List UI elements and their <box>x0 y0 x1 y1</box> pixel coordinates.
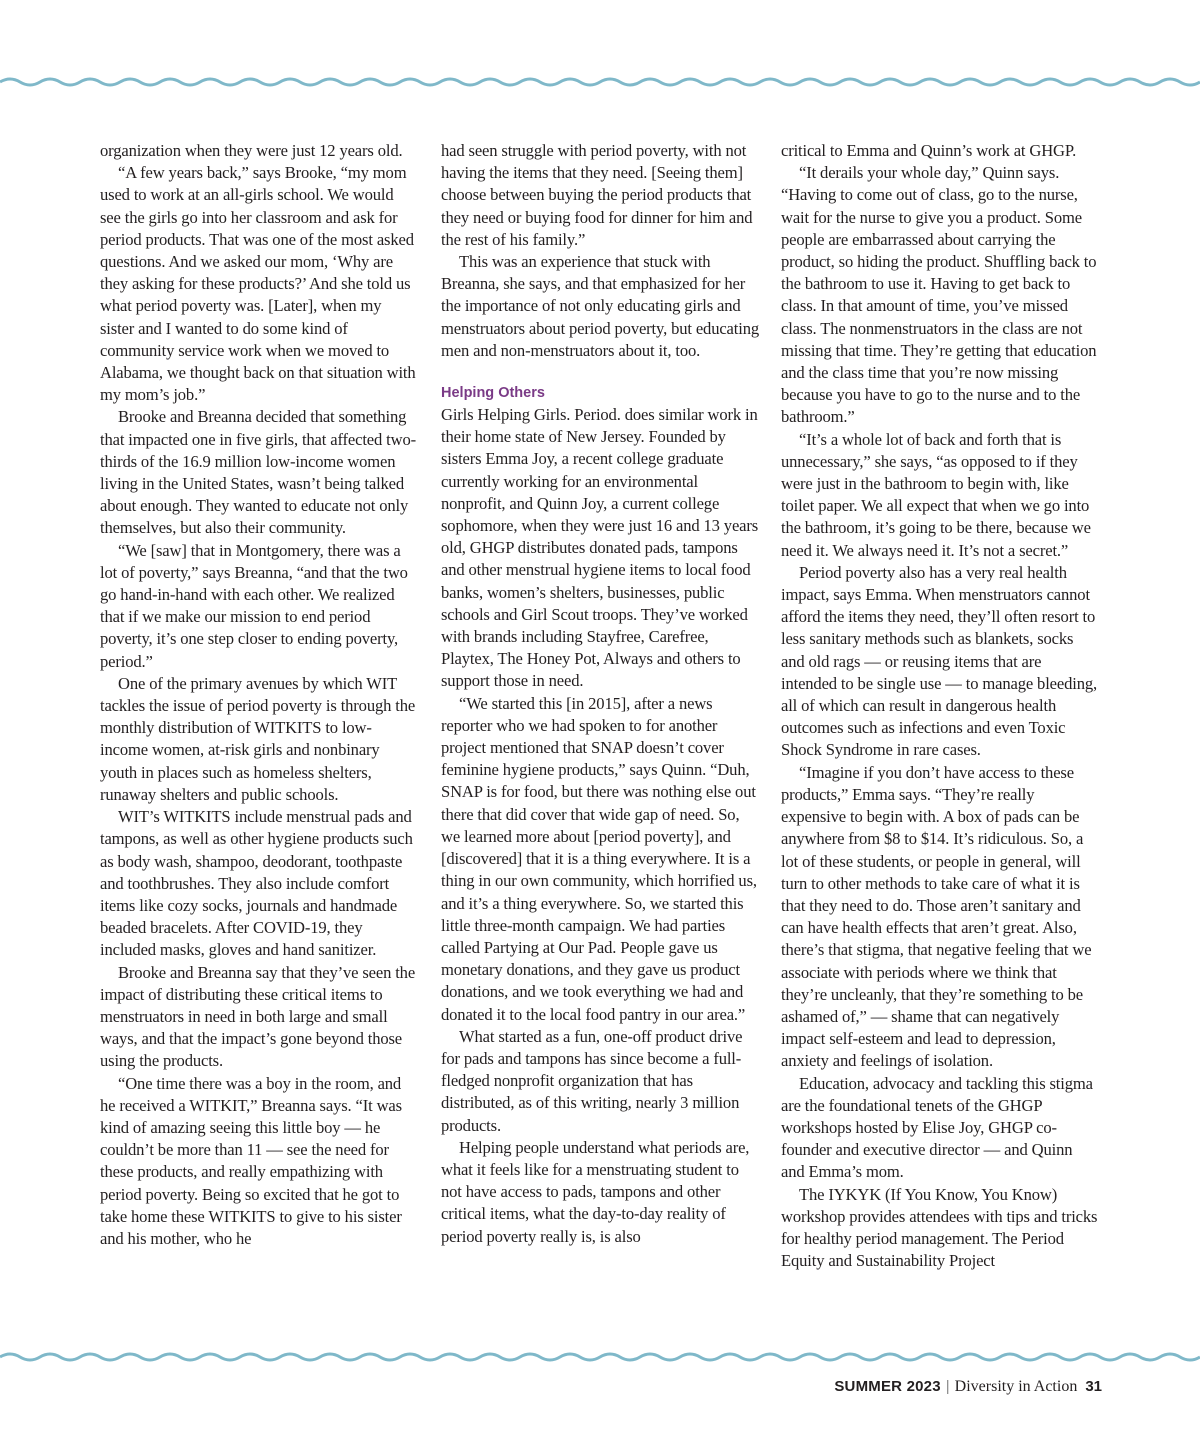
article-column-1 <box>100 140 418 1250</box>
article-column-3 <box>781 140 1099 1272</box>
paragraph: Brooke and Breanna say that they’ve seen the impact of distributing these critical items to menstruators in need in both large and small ways, and that the impact’s gone beyond those using the products. <box>100 962 416 1071</box>
paragraph: had seen struggle with period poverty, with not having the items that they need. [Seeing them] choose between buying the period products that they need or buying food for dinner for him and the rest of his family.” <box>441 141 753 249</box>
paragraph: organization when they were just 12 years old. <box>100 141 403 160</box>
paragraph: “A few years back,” says Brooke, “my mom used to work at an all-girls school. We would see the girls go into her classroom and ask for period products. That was one of the most asked questions. And we asked our mom, ‘Why are they asking for these products?’ And she told us what period poverty was. [Later], when my sister and I wanted to do some kind of community service work when we moved to Alabama, we thought back on that situation with my mom’s job.” <box>100 163 416 405</box>
paragraph: WIT’s WITKITS include menstrual pads and tampons, as well as other hygiene products such as body wash, shampoo, deodorant, toothpaste and toothbrushes. They also include comfort items like cozy socks, journals and handmade beaded bracelets. After COVID-19, they included masks, gloves and hand sanitizer. <box>100 807 413 960</box>
paragraph: “We [saw] that in Montgomery, there was a lot of poverty,” says Breanna, “and that the two go hand-in-hand with each other. We realized that if we make our mission to end period poverty, it’s one step closer to ending poverty, period.” <box>100 540 408 671</box>
paragraph: What started as a fun, one-off product drive for pads and tampons has since become a full-fledged nonprofit organization that has distributed, as of this writing, nearly 3 million products. <box>441 1026 743 1135</box>
paragraph: Brooke and Breanna decided that something that impacted one in five girls, that affected two-thirds of the 16.9 million low-income women living in the United States, wasn’t being talked about enough. They wanted to educate not only themselves, but also their community. <box>100 407 416 538</box>
paragraph: One of the primary avenues by which WIT tackles the issue of period poverty is through the monthly distribution of WITKITS to low-income women, at-risk girls and nonbinary youth in places such as homeless shelters, runaway shelters and public schools. <box>100 673 416 804</box>
paragraph: The IYKYK (If You Know, You Know) workshop provides attendees with tips and tricks for healthy period management. The Period Equity and Sustainability Project <box>781 1184 1098 1271</box>
paragraph: Education, advocacy and tackling this stigma are the foundational tenets of the GHGP workshops hosted by Elise Joy, GHGP co-founder and executive director — and Quinn and Emma’s mom. <box>781 1073 1093 1182</box>
paragraph: Period poverty also has a very real health impact, says Emma. When menstruators cannot afford the items they need, they’ll often resort to less sanitary methods such as blankets, socks and old rags — or reusing items that are intended to be single use — to manage bleeding, all of which can result in dangerous health outcomes such as infections and even Toxic Shock Syndrome in rare cases. <box>781 562 1097 760</box>
article-column-2 <box>441 140 759 1248</box>
paragraph: “It derails your whole day,” Quinn says. “Having to come out of class, go to the nurse, wait for the nurse to give you a product. Some people are embarrassed about carrying the product, so hiding the product. Shuffling back to the bathroom to use it. Having to get back to class. In that amount of time, you’ve missed class. The nonmenstruators in the class are not missing that time. They’re getting that education and the class time that you’re now missing because you have to go to the nurse and to the bathroom.” <box>781 163 1097 427</box>
paragraph: critical to Emma and Quinn’s work at GHGP. <box>781 141 1077 160</box>
top-wave-line <box>0 79 1200 85</box>
section-subhead: Helping Others <box>441 385 545 402</box>
footer-separator: | <box>945 1378 950 1395</box>
issue-label: SUMMER 2023 <box>834 1378 941 1395</box>
magazine-title: Diversity in Action <box>954 1378 1078 1395</box>
paragraph: Girls Helping Girls. Period. does similar work in their home state of New Jersey. Founded by sisters Emma Joy, a recent college graduate currently working for an environmental nonprofit, and Quinn Joy, a current college sophomore, when they were just 16 and 13 years old, GHGP distributes donated pads, tampons and other menstrual hygiene items to local food banks, women’s shelters, businesses, public schools and Girl Scout troops. They’ve worked with brands including Stayfree, Carefree, Playtex, The Honey Pot, Always and others to support those in need. <box>441 405 759 691</box>
top-wave-border <box>0 74 1200 90</box>
paragraph: “One time there was a boy in the room, and he received a WITKIT,” Breanna says. “It was kind of amazing seeing this little boy — he couldn’t be more than 11 — see the need for these products, and really empathizing with period poverty. Being so excited that he got to take home these WITKITS to give to his sister and his mother, who he <box>100 1073 402 1248</box>
paragraph: “We started this [in 2015], after a news reporter who we had spoken to for another project mentioned that SNAP doesn’t cover feminine hygiene products,” says Quinn. “Duh, SNAP is for food, but there was nothing else out there that did cover that wide gap of need. So, we learned more about [period poverty], and [discovered] that it is a thing everywhere. It is a thing in our own community, which horrified us, and it’s a thing everywhere. So, we started this little three-month campaign. We had parties called Partying at Our Pad. People gave us monetary donations, and they gave us product donations, and we took everything we had and donated it to the local food pantry in our area.” <box>441 693 757 1024</box>
paragraph: Helping people understand what periods are, what it feels like for a menstruating student to not have access to pads, tampons and other critical items, what the day-to-day reality of period poverty really is, is also <box>441 1137 750 1246</box>
page-footer <box>834 1378 1102 1396</box>
paragraph: “It’s a whole lot of back and forth that is unnecessary,” she says, “as opposed to if they were just in the bathroom to begin with, like toilet paper. We all expect that when we go into the bathroom, it’s going to be there, because we need it. We always need it. It’s not a secret.” <box>781 429 1091 560</box>
paragraph: This was an experience that stuck with Breanna, she says, and that emphasized for her the importance of not only educating girls and menstruators about period poverty, but educating men and non-menstruators about it, too. <box>441 252 759 360</box>
page-number: 31 <box>1085 1378 1102 1395</box>
bottom-wave-border <box>0 1349 1200 1365</box>
paragraph: “Imagine if you don’t have access to these products,” Emma says. “They’re really expensive to begin with. A box of pads can be anywhere from $8 to $14. It’s ridiculous. So, a lot of these students, or people in general, will turn to other methods to take care of what it is that they need to do. Those aren’t sanitary and can have health effects that aren’t great. Also, there’s that stigma, that negative feeling that we associate with periods where we think that they’re uncleanly, that they’re something to be ashamed of,” — shame that can negatively impact self-esteem and lead to depression, anxiety and feelings of isolation. <box>781 762 1092 1071</box>
bottom-wave-line <box>0 1354 1200 1360</box>
